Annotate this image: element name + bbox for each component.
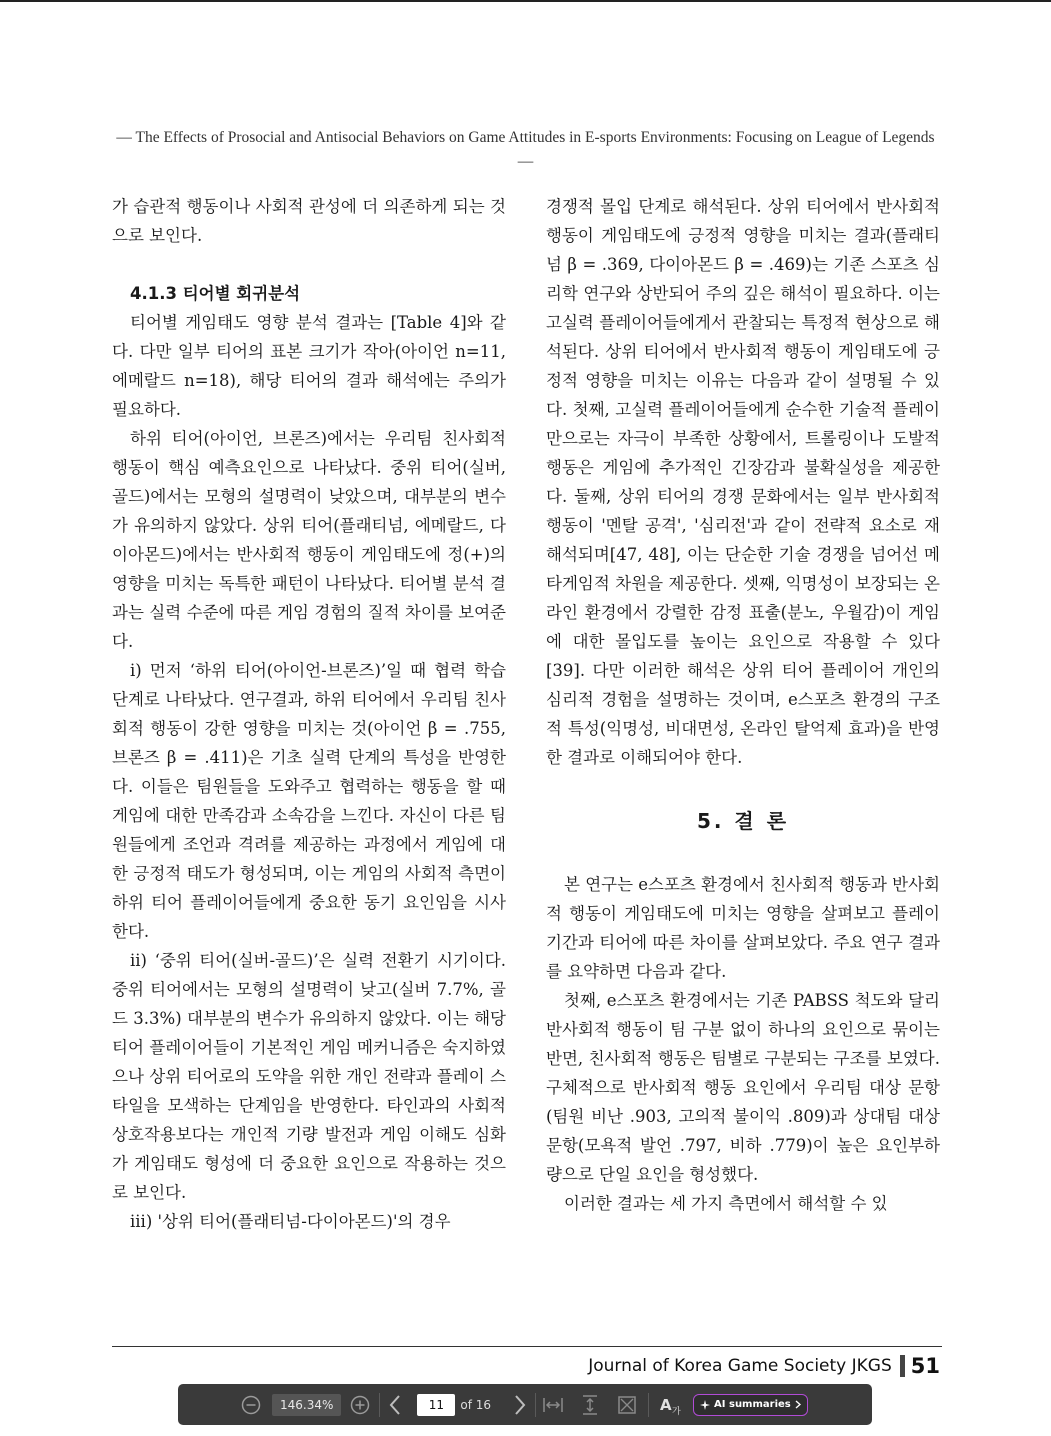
pdf-viewer-toolbar	[178, 1384, 872, 1425]
toolbar-separator	[535, 1393, 536, 1417]
right-column	[546, 192, 940, 1218]
left-column	[112, 192, 506, 1236]
page-number-input[interactable]	[417, 1394, 455, 1416]
fit-width-button[interactable]	[542, 1395, 564, 1415]
footer-bar	[900, 1355, 905, 1377]
paragraph: 본 연구는 e스포츠 환경에서 친사회적 행동과 반사회적 행동이 게임태도에 미치는 영향을 살펴보고 플레이 기간과 티어에 따른 차이를 살펴보았다. 주요 연구 결과를 요약하면 다음과 같다.	[546, 875, 940, 981]
prev-page-button[interactable]	[388, 1394, 402, 1416]
sparkle-icon	[700, 1400, 710, 1410]
section-heading-4-1-3: 4.1.3 티어별 회귀분석	[130, 284, 301, 303]
section-heading-conclusion: 5. 결 론	[696, 809, 790, 833]
toolbar-separator	[379, 1393, 380, 1417]
chevron-right-icon	[795, 1400, 801, 1409]
paragraph-intro: 가 습관적 행동이나 사회적 관성에 더 의존하게 되는 것으로 보인다.	[112, 197, 506, 245]
zoom-in-icon	[350, 1395, 370, 1415]
paragraph: 이러한 결과는 세 가지 측면에서 해석할 수 있	[564, 1194, 888, 1213]
journal-name: Journal of Korea Game Society JKGS	[588, 1356, 892, 1376]
page-number: 51	[910, 1354, 940, 1378]
spacer	[546, 841, 940, 870]
paragraph: 하위 티어(아이언, 브론즈)에서는 우리팀 친사회적 행동이 핵심 예측요인으로 나타났다. 중위 티어(실버, 골드)에서는 모형의 설명력이 낮았으며, 대부분의 변수가 유의하지 않았다. 상위 티어(플래티넘, 에메랄드, 다이아몬드)에서는 반사회적 행동이 게임태도에 정(+)의 영향을 미치는 독특한 패턴이 나타났다. 티어별 분석 결과는 실력 수준에 따른 게임 경험의 질적 차이를 보여준다.	[112, 429, 506, 651]
translate-button[interactable]	[659, 1394, 685, 1416]
footer-rule	[112, 1346, 942, 1347]
paragraph: 티어별 게임태도 영향 분석 결과는 [Table 4]와 같다. 다만 일부 티어의 표본 크기가 작아(아이언 n=11, 에메랄드 n=18), 해당 티어의 결과 해석에는 주의가 필요하다.	[112, 313, 506, 419]
spacer	[112, 250, 506, 279]
paragraph: ii) ‘중위 티어(실버-골드)’은 실력 전환기 시기이다. 중위 티어에서는 모형의 설명력이 낮고(실버 7.7%, 골드 3.3%) 대부분의 변수가 유의하지 않았다. 이는 해당 티어 플레이어들이 기본적인 게임 메커니즘은 숙지하였으나 상위 티어로의 도약을 위한 개인 전략과 플레이 스타일을 모색하는 단계임을 반영한다. 타인과의 사회적 상호작용보다는 개인적 기량 발전과 게임 이해도 심화가 게임태도 형성에 더 중요한 요인으로 작용하는 것으로 보인다.	[112, 951, 506, 1202]
page-footer	[112, 1350, 940, 1382]
fit-width-icon	[542, 1395, 564, 1415]
paragraph: 경쟁적 몰입 단계로 해석된다. 상위 티어에서 반사회적 행동이 게임태도에 긍정적 영향을 미치는 결과(플래티넘 β = .369, 다이아몬드 β = .469)는 기존 스포츠 심리학 연구와 상반되어 주의 깊은 해석이 필요하다. 이는 고실력 플레이어들에게서 관찰되는 특정적 현상으로 해석된다. 상위 티어에서 반사회적 행동이 게임태도에 긍정적 영향을 미치는 이유는 다음과 같이 설명될 수 있다. 첫째, 고실력 플레이어들에게 순수한 기술적 플레이만으로는 자극이 부족한 상황에서, 트롤링이나 도발적 행동은 게임에 추가적인 긴장감과 불확실성을 제공한다. 둘째, 상위 티어의 경쟁 문화에서는 일부 반사회적 행동이 '멘탈 공격', '심리전'과 같이 전략적 요소로 재해석되며[47, 48], 이는 단순한 기술 경쟁을 넘어선 메타게임적 차원을 제공한다. 셋째, 익명성이 보장되는 온라인 환경에서 강렬한 감정 표출(분노, 우월감)이 게임에 대한 몰입도를 높이는 요인으로 작용할 수 있다[39]. 다만 이러한 해석은 상위 티어 플레이어 개인의 심리적 경험을 설명하는 것이며, e스포츠 환경의 구조적 특성(익명성, 비대면성, 온라인 탈억제 효과)을 반영한 결과로 이해되어야 한다.	[546, 197, 940, 767]
fit-height-icon	[580, 1394, 600, 1416]
translate-icon	[659, 1394, 685, 1416]
ai-summaries-button[interactable]	[693, 1394, 808, 1416]
paragraph: iii) '상위 티어(플래티넘-다이아몬드)'의 경우	[130, 1212, 451, 1231]
zoom-out-icon	[241, 1395, 261, 1415]
ai-summaries-label: AI summaries	[714, 1399, 791, 1410]
toolbar-separator	[648, 1393, 649, 1417]
next-page-icon	[513, 1394, 527, 1416]
paragraph: 첫째, e스포츠 환경에서는 기존 PABSS 척도와 달리 반사회적 행동이 팀 구분 없이 하나의 요인으로 묶이는 반면, 친사회적 행동은 팀별로 구분되는 구조를 보였다. 구체적으로 반사회적 행동 요인에서 우리팀 대상 문항(팀원 비난 .903, 고의적 불이익 .809)과 상대팀 대상 문항(모욕적 발언 .797, 비하 .779)이 높은 요인부하량으로 단일 요인을 형성했다.	[546, 991, 940, 1184]
fullscreen-icon	[617, 1395, 637, 1415]
svg-text:가: 가	[672, 1406, 681, 1416]
paragraph: i) 먼저 ‘하위 티어(아이언-브론즈)’일 때 협력 학습 단계로 나타났다. 연구결과, 하위 티어에서 우리팀 친사회적 행동이 강한 영향을 미치는 것(아이언 β = .755, 브론즈 β = .411)은 기초 실력 단계의 특성을 반영한다. 이들은 팀원들을 도와주고 협력하는 행동을 할 때 게임에 대한 만족감과 소속감을 느낀다. 자신이 다른 팀원들에게 조언과 격려를 제공하는 과정에서 게임에 대한 긍정적 태도가 형성되며, 이는 게임의 사회적 측면이 하위 티어 플레이어들에게 중요한 동기 요인임을 시사한다.	[112, 661, 506, 941]
running-title: — The Effects of Prosocial and Antisocial Behaviors on Game Attitudes in E-sports Environments: Focusing on League of Legends —	[116, 129, 935, 170]
svg-text:A: A	[660, 1395, 672, 1414]
zoom-level[interactable]: 146.34%	[272, 1394, 341, 1416]
spacer	[546, 772, 940, 801]
fullscreen-button[interactable]	[617, 1395, 637, 1415]
zoom-out-button[interactable]	[241, 1395, 261, 1415]
next-page-button[interactable]	[513, 1394, 527, 1416]
page-total: of 16	[460, 1397, 492, 1412]
prev-page-icon	[388, 1394, 402, 1416]
fit-height-button[interactable]	[580, 1394, 600, 1416]
top-border	[0, 0, 1051, 2]
zoom-in-button[interactable]	[350, 1395, 370, 1415]
